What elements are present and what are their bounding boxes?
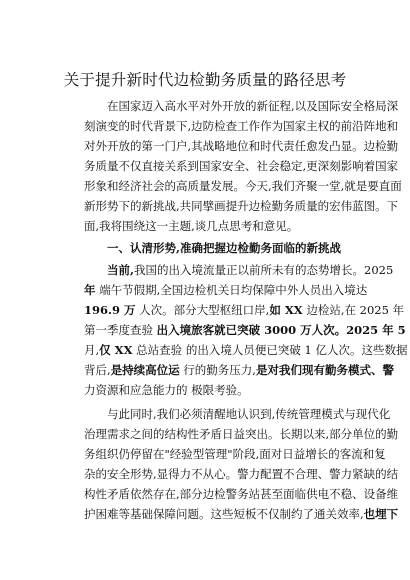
paragraph-text: 治理需求之间的结构性矛盾日益突出。长期以来,部分单位的勤 (84, 427, 399, 441)
paragraph-line (84, 360, 394, 380)
paragraph-line (84, 464, 399, 484)
intro-text: 新形势下的新挑战,共同擘画提升边检勤务质量的宏伟蓝图。下 (84, 199, 399, 213)
intro-text: 形象和经济社会的高质量发展。今天,我们齐聚一堂,就是要直面 (84, 179, 402, 193)
paragraph-line (84, 300, 405, 320)
paragraph-line (107, 260, 394, 280)
emphasis-text: 如 XX (269, 303, 303, 317)
intro-line (107, 96, 399, 116)
document-title: 关于提升新时代边检勤务质量的路径思考 (63, 71, 347, 89)
intro-line (84, 156, 399, 176)
paragraph-text: 与此同时,我们必须清醒地认识到,传统管理模式与现代化 (107, 407, 391, 421)
paragraph-line (84, 484, 399, 504)
intro-line (84, 216, 334, 236)
emphasis-text: 仅 XX (99, 343, 133, 357)
section-heading: 一、认清形势,准确把握边检勤务面临的新挑战 (107, 241, 342, 255)
paragraph-text: 人次。部分大型枢纽口岸, (135, 303, 270, 317)
intro-text: 刻演变的时代背景下,边防检查工作作为国家主权的前沿阵地和 (84, 119, 399, 133)
intro-line (84, 176, 402, 196)
paragraph-text: 务组织仍停留在"经验型管理"阶段,面对日益增长的客流和复 (84, 447, 386, 461)
paragraph-line (84, 280, 368, 300)
emphasis-text: 也埋下 (363, 507, 399, 521)
paragraph-line (84, 444, 386, 464)
paragraph-line (84, 424, 399, 444)
emphasis-text: 196.9 万 (84, 303, 136, 317)
paragraph-text: 第一季度查验 (84, 323, 157, 337)
paragraph-text: 端午节假期,全国边检机关日均保障中外人员出入境达 (95, 283, 368, 297)
intro-line (84, 196, 399, 216)
intro-text: 在国家迈入高水平对外开放的新征程,以及国际安全格局深 (107, 99, 399, 113)
emphasis-text: 是对我们现有勤务模式、警 (255, 363, 394, 377)
paragraph-line (84, 504, 399, 524)
paragraph-text: 力资源和应急能力的 极限考验。 (84, 383, 249, 397)
paragraph-text: 杂的安全形势,显得力不从心。警力配置不合理、警力紧缺的结 (84, 467, 399, 481)
paragraph-text: 护困难等基础保障问题。这些短板不仅制约了通关效率, (84, 507, 364, 521)
paragraph-line (107, 404, 391, 424)
intro-text: 务质量不仅直接关系到国家安全、社会稳定,更深刻影响着国家 (84, 159, 399, 173)
emphasis-text: 是持续高位运 (110, 363, 180, 377)
paragraph-text: 边检站,在 2025 年 (302, 303, 405, 317)
paragraph-text: 月, (84, 343, 100, 357)
intro-line (84, 136, 399, 156)
intro-text: 面,我将围绕这一主题,谈几点思考和意见。 (84, 219, 299, 233)
intro-line (84, 116, 399, 136)
emphasis-text: 当前, (107, 263, 135, 277)
emphasis-text: 年 (84, 283, 96, 297)
paragraph-line (84, 340, 408, 360)
paragraph-line (84, 380, 334, 400)
intro-text: 对外开放的第一门户,其战略地位和时代责任愈发凸显。边检勤 (84, 139, 399, 153)
paragraph-text: 构性矛盾依然存在,部分边检警务站甚至面临供电不稳、设备维 (84, 487, 399, 501)
emphasis-text: 出入境旅客就已突破 3000 万人次。2025 年 5 (156, 323, 406, 337)
paragraph-text: 我国的出入境流量正以前所未有的态势增长。2025 (134, 263, 394, 277)
paragraph-text: 背后, (84, 363, 111, 377)
paragraph-text: 行的勤务压力, (179, 363, 256, 377)
paragraph-text: 总站查验 的出入境人员便已突破 1 亿人次。这些数据 (132, 343, 408, 357)
paragraph-line (84, 320, 406, 340)
